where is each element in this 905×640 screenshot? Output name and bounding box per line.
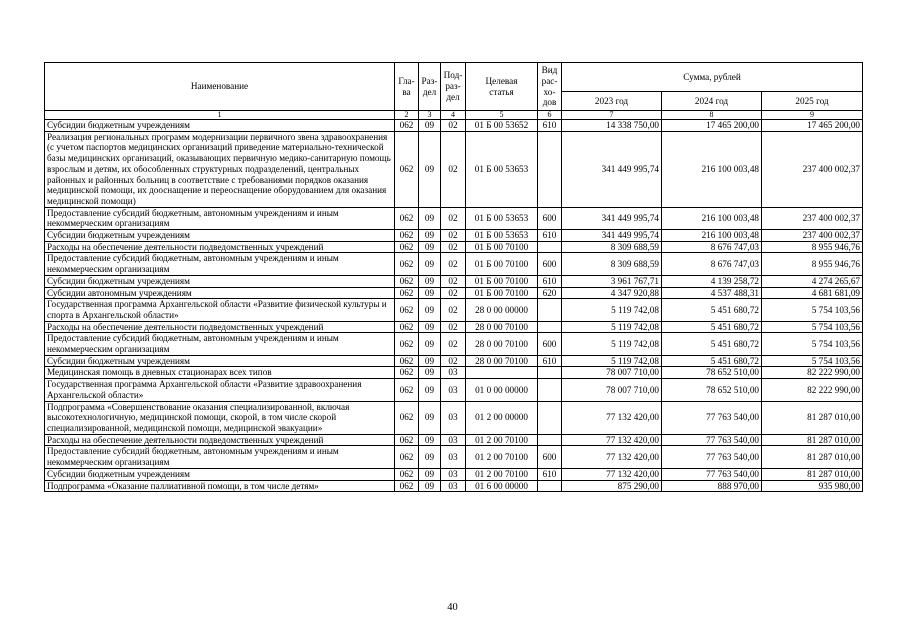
row-sum-2023: 5 119 742,08 [562, 321, 662, 333]
row-name: Субсидии бюджетным учреждениям [45, 468, 395, 480]
row-name: Субсидии автономным учреждениям [45, 287, 395, 299]
row-sum-2025: 8 955 946,76 [762, 241, 863, 253]
table-row [45, 287, 863, 299]
row-sum-2024: 8 676 747,03 [662, 241, 762, 253]
row-name: Расходы на обеспечение деятельности подведомственных учреждений [45, 241, 395, 253]
table-row [45, 434, 863, 446]
row-sum-2025: 82 222 990,00 [762, 379, 863, 401]
row-section: 09 [419, 434, 441, 446]
column-number: 3 [419, 111, 441, 120]
row-sum-2024: 5 451 680,72 [662, 299, 762, 321]
row-name: Предоставление субсидий бюджетным, автономным учреждениям и иным некоммерческим организациям [45, 253, 395, 275]
table-row [45, 207, 863, 229]
row-target: 01 6 00 00000 [466, 480, 538, 492]
row-sum-2023: 77 132 420,00 [562, 434, 662, 446]
row-chapter: 062 [395, 207, 419, 229]
table-row [45, 480, 863, 492]
table-row [45, 299, 863, 321]
row-expense-type: 610 [538, 355, 562, 367]
row-sum-2023: 341 449 995,74 [562, 207, 662, 229]
row-expense-type [538, 401, 562, 434]
row-chapter: 062 [395, 434, 419, 446]
row-name: Реализация региональных программ модернизации первичного звена здравоохранения (с учетом паспортов медицинских организаций приведение материально-технической базы медицинских организаций, оказывающих первичную медико-санитарную помощь взрослым и детям, их обособленных структурных подразделений, центральных районных и районных больниц в соответствие с требованиями порядков оказания медицинской помощи, их дооснащение и переоснащение оборудованием для оказания медицинской помощи) [45, 131, 395, 207]
row-chapter: 062 [395, 379, 419, 401]
row-subsection: 02 [441, 333, 466, 355]
row-subsection: 03 [441, 367, 466, 379]
row-expense-type: 620 [538, 287, 562, 299]
column-number: 1 [45, 111, 395, 120]
row-sum-2023: 341 449 995,74 [562, 230, 662, 242]
column-number: 4 [441, 111, 466, 120]
row-expense-type [538, 131, 562, 207]
row-sum-2024: 216 100 003,48 [662, 207, 762, 229]
row-name: Субсидии бюджетным учреждениям [45, 275, 395, 287]
row-sum-2025: 17 465 200,00 [762, 120, 863, 132]
row-expense-type [538, 367, 562, 379]
table-row [45, 355, 863, 367]
row-sum-2023: 3 961 767,71 [562, 275, 662, 287]
row-expense-type [538, 299, 562, 321]
row-name: Предоставление субсидий бюджетным, автономным учреждениям и иным некоммерческим организациям [45, 207, 395, 229]
row-target: 01 2 00 00000 [466, 401, 538, 434]
row-target: 01 Б 00 53653 [466, 230, 538, 242]
row-subsection: 02 [441, 241, 466, 253]
row-section: 09 [419, 446, 441, 468]
row-chapter: 062 [395, 241, 419, 253]
row-sum-2025: 4 274 265,67 [762, 275, 863, 287]
row-section: 09 [419, 230, 441, 242]
row-target: 28 0 00 70100 [466, 321, 538, 333]
row-sum-2024: 5 451 680,72 [662, 355, 762, 367]
table-row [45, 321, 863, 333]
row-expense-type: 610 [538, 275, 562, 287]
row-target: 01 0 00 00000 [466, 379, 538, 401]
row-sum-2023: 77 132 420,00 [562, 468, 662, 480]
row-name: Субсидии бюджетным учреждениям [45, 355, 395, 367]
row-chapter: 062 [395, 355, 419, 367]
table-row [45, 120, 863, 132]
header-sum: Сумма, рублей [562, 63, 863, 92]
row-sum-2024: 5 451 680,72 [662, 321, 762, 333]
row-section: 09 [419, 401, 441, 434]
row-name: Медицинская помощь в дневных стационарах всех типов [45, 367, 395, 379]
row-chapter: 062 [395, 120, 419, 132]
row-sum-2023: 5 119 742,08 [562, 355, 662, 367]
row-sum-2025: 5 754 103,56 [762, 355, 863, 367]
row-expense-type [538, 379, 562, 401]
row-subsection: 02 [441, 287, 466, 299]
row-sum-2024: 78 652 510,00 [662, 367, 762, 379]
row-subsection: 03 [441, 480, 466, 492]
row-expense-type: 600 [538, 333, 562, 355]
row-target: 28 0 00 70100 [466, 355, 538, 367]
row-sum-2023: 8 309 688,59 [562, 241, 662, 253]
row-name: Подпрограмма «Оказание паллиативной помощи, в том числе детям» [45, 480, 395, 492]
row-target: 28 0 00 00000 [466, 299, 538, 321]
header-name: Наименование [45, 63, 395, 111]
row-sum-2025: 5 754 103,56 [762, 321, 863, 333]
row-target: 01 2 00 70100 [466, 468, 538, 480]
row-chapter: 062 [395, 321, 419, 333]
row-subsection: 02 [441, 230, 466, 242]
row-subsection: 03 [441, 434, 466, 446]
header-section: Раз- дел [419, 63, 441, 111]
row-chapter: 062 [395, 275, 419, 287]
row-chapter: 062 [395, 230, 419, 242]
row-section: 09 [419, 275, 441, 287]
row-sum-2025: 4 681 681,09 [762, 287, 863, 299]
row-sum-2024: 4 139 258,72 [662, 275, 762, 287]
row-chapter: 062 [395, 468, 419, 480]
table-row [45, 401, 863, 434]
row-section: 09 [419, 131, 441, 207]
row-sum-2025: 81 287 010,00 [762, 434, 863, 446]
budget-table [44, 62, 863, 492]
row-target: 01 2 00 70100 [466, 434, 538, 446]
row-target: 01 Б 00 70100 [466, 253, 538, 275]
row-chapter: 062 [395, 480, 419, 492]
row-target: 01 Б 00 70100 [466, 275, 538, 287]
row-sum-2025: 81 287 010,00 [762, 401, 863, 434]
row-chapter: 062 [395, 253, 419, 275]
row-sum-2025: 81 287 010,00 [762, 468, 863, 480]
row-subsection: 02 [441, 321, 466, 333]
row-name: Субсидии бюджетным учреждениям [45, 230, 395, 242]
row-section: 09 [419, 468, 441, 480]
row-subsection: 02 [441, 299, 466, 321]
row-target: 01 2 00 70100 [466, 446, 538, 468]
table-row [45, 379, 863, 401]
row-sum-2024: 888 970,00 [662, 480, 762, 492]
table-row [45, 131, 863, 207]
row-name: Предоставление субсидий бюджетным, автономным учреждениям и иным некоммерческим организациям [45, 446, 395, 468]
row-expense-type [538, 434, 562, 446]
table-body [45, 120, 863, 492]
row-target: 01 Б 00 53652 [466, 120, 538, 132]
row-expense-type [538, 321, 562, 333]
row-chapter: 062 [395, 333, 419, 355]
table-row [45, 230, 863, 242]
row-expense-type: 610 [538, 230, 562, 242]
row-chapter: 062 [395, 299, 419, 321]
row-name: Государственная программа Архангельской области «Развитие физической культуры и спорта в Архангельской области» [45, 299, 395, 321]
row-section: 09 [419, 379, 441, 401]
table-row [45, 275, 863, 287]
row-sum-2024: 77 763 540,00 [662, 401, 762, 434]
row-target: 01 Б 00 70100 [466, 287, 538, 299]
row-target: 01 Б 00 53653 [466, 131, 538, 207]
row-name: Расходы на обеспечение деятельности подведомственных учреждений [45, 434, 395, 446]
row-expense-type: 600 [538, 253, 562, 275]
row-sum-2023: 14 338 750,00 [562, 120, 662, 132]
row-section: 09 [419, 241, 441, 253]
row-subsection: 02 [441, 120, 466, 132]
row-section: 09 [419, 287, 441, 299]
row-sum-2023: 5 119 742,08 [562, 333, 662, 355]
table-row [45, 446, 863, 468]
row-section: 09 [419, 253, 441, 275]
row-name: Субсидии бюджетным учреждениям [45, 120, 395, 132]
row-section: 09 [419, 480, 441, 492]
row-section: 09 [419, 207, 441, 229]
row-subsection: 03 [441, 401, 466, 434]
row-target: 01 Б 00 70100 [466, 241, 538, 253]
row-sum-2025: 237 400 002,37 [762, 131, 863, 207]
column-number: 2 [395, 111, 419, 120]
row-name: Государственная программа Архангельской области «Развитие здравоохранения Архангельской области» [45, 379, 395, 401]
table-row [45, 333, 863, 355]
header-year-2023: 2023 год [562, 92, 662, 111]
row-sum-2025: 935 980,00 [762, 480, 863, 492]
row-sum-2023: 5 119 742,08 [562, 299, 662, 321]
row-sum-2025: 5 754 103,56 [762, 299, 863, 321]
row-target [466, 367, 538, 379]
header-subsection: Под- раз- дел [441, 63, 466, 111]
row-sum-2025: 5 754 103,56 [762, 333, 863, 355]
row-chapter: 062 [395, 287, 419, 299]
row-chapter: 062 [395, 401, 419, 434]
row-sum-2023: 341 449 995,74 [562, 131, 662, 207]
column-number: 5 [466, 111, 538, 120]
page-number: 40 [447, 602, 458, 613]
row-subsection: 02 [441, 355, 466, 367]
row-name: Подпрограмма «Совершенствование оказания специализированной, включая высокотехнологичную, медицинской помощи, скорой, в том числе скорой специализированной, медицинской помощи, медицинской эвакуации» [45, 401, 395, 434]
row-sum-2024: 77 763 540,00 [662, 434, 762, 446]
row-sum-2024: 78 652 510,00 [662, 379, 762, 401]
row-sum-2024: 216 100 003,48 [662, 131, 762, 207]
row-sum-2025: 81 287 010,00 [762, 446, 863, 468]
header-year-2024: 2024 год [662, 92, 762, 111]
row-name: Предоставление субсидий бюджетным, автономным учреждениям и иным некоммерческим организациям [45, 333, 395, 355]
table-row [45, 367, 863, 379]
row-sum-2024: 216 100 003,48 [662, 230, 762, 242]
header-year-2025: 2025 год [762, 92, 863, 111]
header-chapter: Гла- ва [395, 63, 419, 111]
row-subsection: 03 [441, 468, 466, 480]
row-section: 09 [419, 367, 441, 379]
row-sum-2024: 77 763 540,00 [662, 446, 762, 468]
row-expense-type: 600 [538, 207, 562, 229]
row-subsection: 02 [441, 253, 466, 275]
row-section: 09 [419, 333, 441, 355]
header-target: Целевая статья [466, 63, 538, 111]
row-sum-2025: 237 400 002,37 [762, 230, 863, 242]
row-sum-2023: 875 290,00 [562, 480, 662, 492]
row-subsection: 02 [441, 131, 466, 207]
row-sum-2024: 4 537 488,31 [662, 287, 762, 299]
row-expense-type: 610 [538, 120, 562, 132]
row-section: 09 [419, 120, 441, 132]
row-expense-type [538, 241, 562, 253]
row-sum-2024: 77 763 540,00 [662, 468, 762, 480]
row-sum-2025: 82 222 990,00 [762, 367, 863, 379]
column-number: 9 [762, 111, 863, 120]
row-sum-2023: 4 347 920,88 [562, 287, 662, 299]
row-sum-2023: 77 132 420,00 [562, 446, 662, 468]
row-sum-2023: 77 132 420,00 [562, 401, 662, 434]
row-subsection: 02 [441, 275, 466, 287]
row-target: 28 0 00 70100 [466, 333, 538, 355]
row-sum-2025: 237 400 002,37 [762, 207, 863, 229]
row-section: 09 [419, 299, 441, 321]
column-number: 6 [538, 111, 562, 120]
column-number: 8 [662, 111, 762, 120]
row-chapter: 062 [395, 446, 419, 468]
row-sum-2024: 5 451 680,72 [662, 333, 762, 355]
row-target: 01 Б 00 53653 [466, 207, 538, 229]
row-sum-2024: 17 465 200,00 [662, 120, 762, 132]
row-subsection: 03 [441, 446, 466, 468]
row-subsection: 03 [441, 379, 466, 401]
column-number: 7 [562, 111, 662, 120]
table-row [45, 241, 863, 253]
row-sum-2023: 78 007 710,00 [562, 367, 662, 379]
row-chapter: 062 [395, 131, 419, 207]
table-row [45, 253, 863, 275]
row-sum-2024: 8 676 747,03 [662, 253, 762, 275]
row-name: Расходы на обеспечение деятельности подведомственных учреждений [45, 321, 395, 333]
column-numbers-row [45, 111, 863, 120]
row-expense-type: 610 [538, 468, 562, 480]
row-section: 09 [419, 355, 441, 367]
row-sum-2023: 8 309 688,59 [562, 253, 662, 275]
row-expense-type [538, 480, 562, 492]
row-expense-type: 600 [538, 446, 562, 468]
header-expense-type: Вид рас- хо- дов [538, 63, 562, 111]
row-chapter: 062 [395, 367, 419, 379]
table-row [45, 468, 863, 480]
row-section: 09 [419, 321, 441, 333]
row-sum-2023: 78 007 710,00 [562, 379, 662, 401]
row-subsection: 02 [441, 207, 466, 229]
row-sum-2025: 8 955 946,76 [762, 253, 863, 275]
